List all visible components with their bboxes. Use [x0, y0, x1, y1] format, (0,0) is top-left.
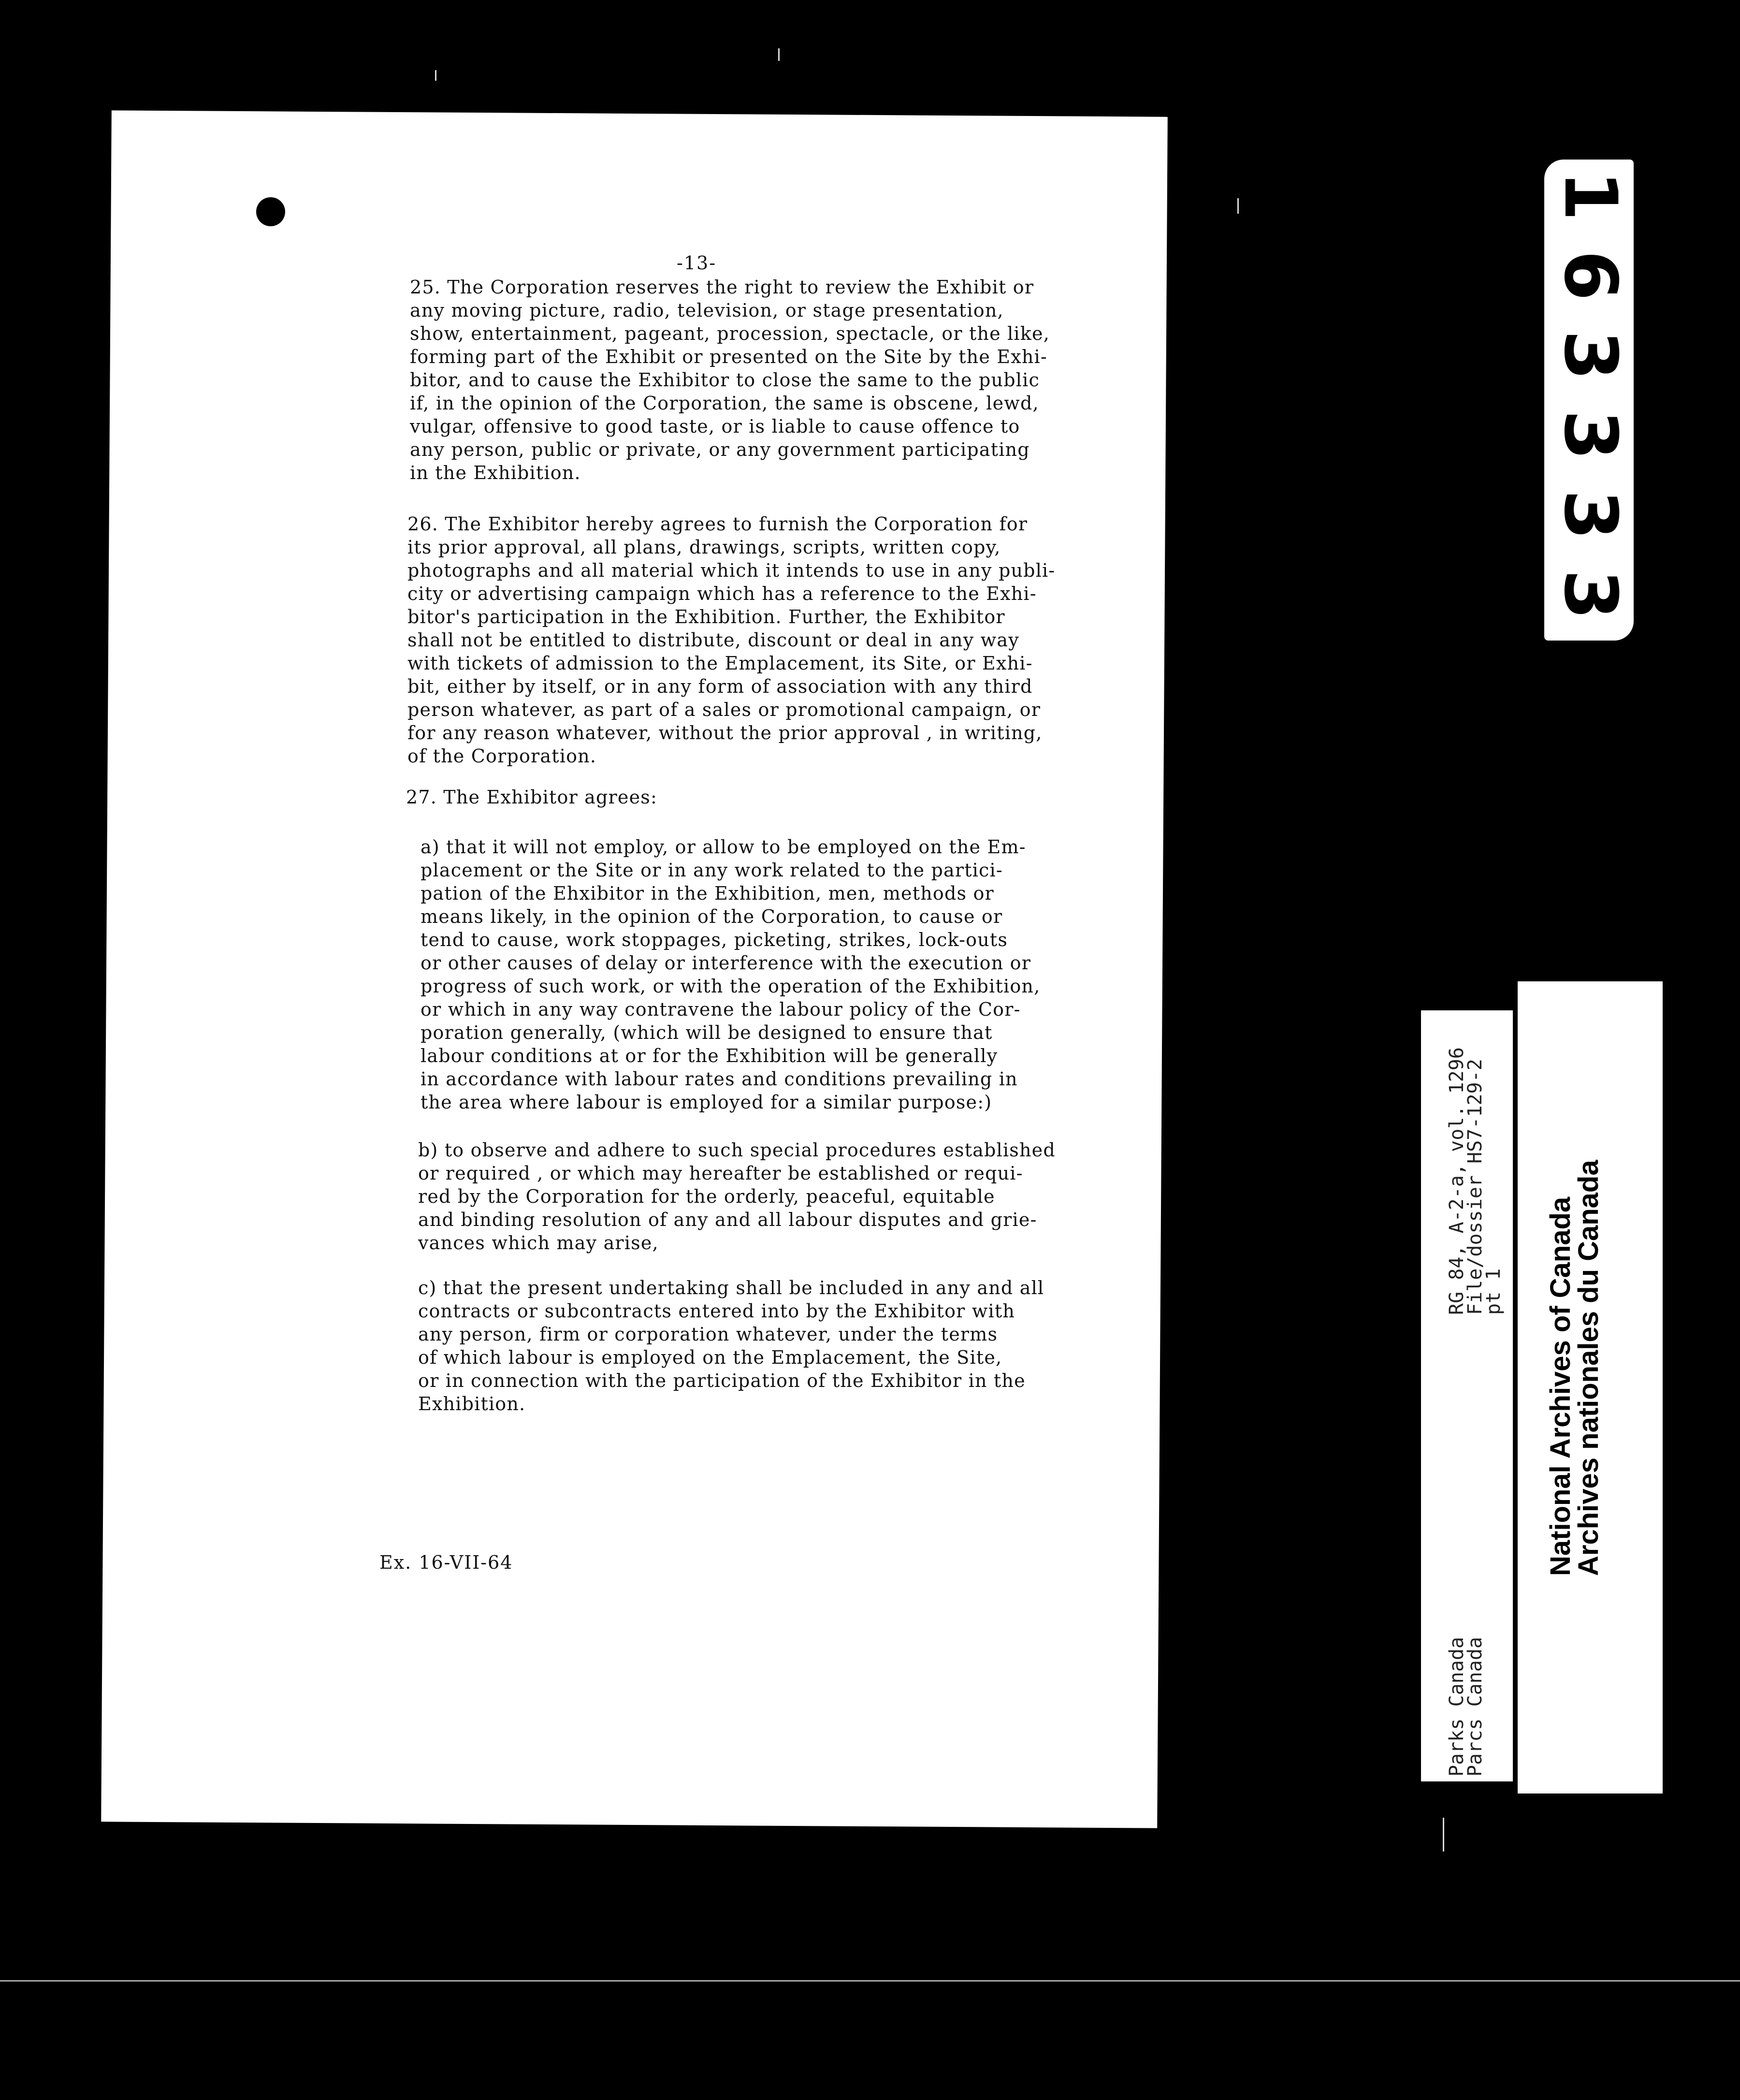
text-line: or required , or which may hereafter be established or requi- — [418, 1163, 1023, 1184]
institution-name-fr: Archives nationales du Canada — [1573, 1160, 1604, 1576]
text-line: contracts or subcontracts entered into by the Exhibitor with — [418, 1300, 1015, 1322]
stamp-digit: 3 — [1548, 330, 1632, 381]
text-line: Exhibition. — [418, 1393, 526, 1415]
text-line: vances which may arise, — [418, 1232, 659, 1254]
clause-a — [420, 835, 1040, 1114]
text-line: city or advertising campaign which has a reference to the Exhi- — [407, 583, 1037, 604]
paragraph-26 — [407, 512, 1055, 768]
text-line: red by the Corporation for the orderly, peaceful, equitable — [418, 1186, 995, 1207]
text-line: a) that it will not employ, or allow to be employed on the Em- — [420, 836, 1026, 858]
text-line: person whatever, as part of a sales or promotional campaign, or — [407, 699, 1041, 720]
text-line: or which in any way contravene the labour policy of the Cor- — [420, 999, 1021, 1020]
punch-hole — [256, 197, 285, 226]
text-line: for any reason whatever, without the prior approval , in writing, — [407, 722, 1043, 744]
stamp-digit: 3 — [1548, 409, 1632, 461]
text-line: bit, either by itself, or in any form of association with any third — [407, 676, 1033, 697]
text-line: forming part of the Exhibit or presented on the Site by the Exhi- — [410, 346, 1047, 367]
text-line: pation of the Ehxibitor in the Exhibition, men, methods or — [420, 883, 994, 904]
text-line: or in connection with the participation of the Exhibitor in the — [418, 1370, 1026, 1391]
text-line: in accordance with labour rates and conditions prevailing in — [420, 1068, 1018, 1090]
text-line: of the Corporation. — [407, 745, 597, 767]
text-line: means likely, in the opinion of the Corporation, to cause or — [420, 906, 1003, 927]
film-speck — [1237, 198, 1239, 214]
text-line: vulgar, offensive to good taste, or is liable to cause offence to — [410, 416, 1020, 437]
frame-number-stamp — [1544, 160, 1634, 641]
text-line: any person, firm or corporation whatever, under the terms — [418, 1324, 998, 1345]
institution-label — [1518, 981, 1663, 1794]
text-line: if, in the opinion of the Corporation, the same is obscene, lewd, — [410, 393, 1039, 414]
text-line: with tickets of admission to the Emplacement, its Site, or Exhi- — [407, 653, 1033, 674]
text-line: 25. The Corporation reserves the right to review the Exhibit or — [410, 277, 1034, 298]
text-line: show, entertainment, pageant, procession, spectacle, or the like, — [410, 323, 1050, 344]
archive-reference-line: File/dossier HS7-129-2 — [1464, 1059, 1486, 1315]
text-line: c) that the present undertaking shall be included in any and all — [418, 1277, 1044, 1298]
text-line: any moving picture, radio, television, or stage presentation, — [410, 300, 1004, 321]
film-speck — [778, 48, 780, 61]
text-line: 26. The Exhibitor hereby agrees to furnish the Corporation for — [407, 513, 1028, 535]
text-line: its prior approval, all plans, drawings, scripts, written copy, — [407, 537, 1001, 558]
text-line: placement or the Site or in any work related to the partici- — [420, 860, 1003, 881]
paragraph-27 — [406, 786, 657, 809]
paragraph-25 — [410, 276, 1050, 484]
text-line: poration generally, (which will be designed to ensure that — [420, 1022, 993, 1043]
agency-text — [1448, 1637, 1484, 1777]
frame-edge-line — [0, 1980, 1740, 1982]
text-line: 27. The Exhibitor agrees: — [406, 787, 657, 808]
text-line: tend to cause, work stoppages, picketing, strikes, lock-outs — [420, 929, 1008, 950]
stamp-digit: 1 — [1548, 170, 1632, 221]
archive-reference-line: pt 1 — [1482, 1268, 1505, 1315]
page-number: -13- — [677, 252, 717, 274]
institution-text — [1547, 1160, 1603, 1576]
text-line: of which labour is employed on the Emplacement, the Site, — [418, 1347, 1002, 1368]
film-speck — [1443, 1818, 1444, 1852]
archive-reference-line: RG 84, A-2-a, vol. 1296 — [1446, 1047, 1468, 1315]
institution-name-en: National Archives of Canada — [1545, 1196, 1576, 1576]
agency-name-fr: Parcs Canada — [1464, 1637, 1486, 1777]
text-line: and binding resolution of any and all labour disputes and grie- — [418, 1209, 1037, 1230]
agency-name-en: Parks Canada — [1446, 1637, 1468, 1777]
exhibit-code: Ex. 16-VII-64 — [379, 1552, 513, 1573]
archive-reference-label — [1421, 1010, 1513, 1781]
text-line: or other causes of delay or interference with the execution or — [420, 952, 1031, 974]
stamp-digit: 6 — [1548, 250, 1632, 301]
text-line: any person, public or private, or any government participating — [410, 439, 1030, 460]
film-speck — [435, 70, 436, 81]
text-line: in the Exhibition. — [410, 462, 581, 483]
text-line: progress of such work, or with the operation of the Exhibition, — [420, 976, 1041, 997]
stamp-digit: 3 — [1548, 569, 1632, 620]
text-line: labour conditions at or for the Exhibition will be generally — [420, 1045, 998, 1066]
text-line: the area where labour is employed for a similar purpose:) — [420, 1092, 992, 1113]
text-line: bitor's participation in the Exhibition. Further, the Exhibitor — [407, 606, 1005, 627]
archive-reference-text — [1448, 1047, 1503, 1315]
text-line: b) to observe and adhere to such special procedures established — [418, 1139, 1056, 1161]
text-line: bitor, and to cause the Exhibitor to close the same to the public — [410, 369, 1040, 391]
clause-c — [418, 1276, 1044, 1415]
clause-b — [418, 1138, 1056, 1254]
text-line: photographs and all material which it intends to use in any publi- — [407, 560, 1056, 581]
stamp-digit: 3 — [1548, 489, 1632, 540]
text-line: shall not be entitled to distribute, discount or deal in any way — [407, 629, 1019, 651]
